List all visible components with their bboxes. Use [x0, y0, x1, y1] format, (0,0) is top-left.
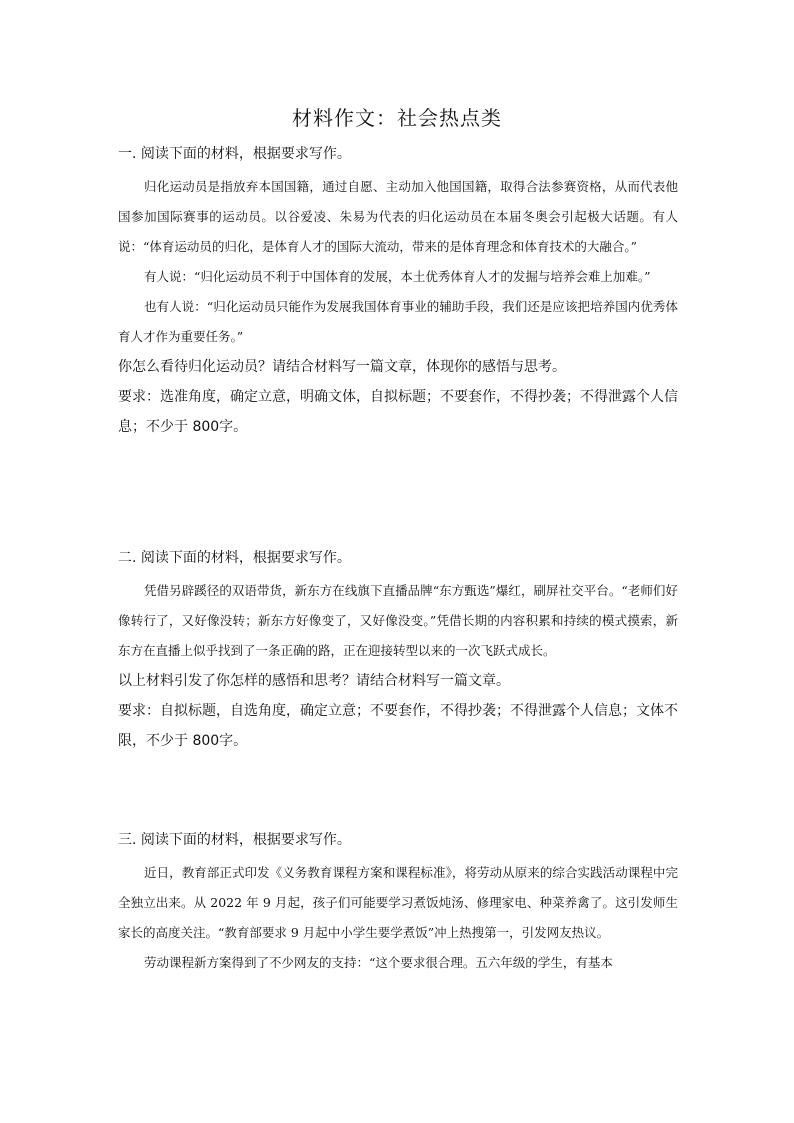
essay-prompt-1: [118, 144, 678, 442]
writing-question: 以上材料引发了你怎样的感悟和思考？请结合材料写一篇文章。: [118, 673, 510, 689]
essay-prompt-2: [118, 548, 678, 756]
material-paragraph: 凭借另辟蹊径的双语带货，新东方在线旗下直播品牌“东方甄选”爆红，刷屏社交平台。“老师们好像转行了，又好像没转；新东方好像变了，又好像没变。”凭借长期的内容积累和持续的模式摸索，新东方在直播上似乎找到了一条正确的路，正在迎接转型以来的一次飞跃式成长。: [118, 583, 678, 658]
writing-requirement: 要求：选准角度，确定立意，明确文体，自拟标题；不要套作，不得抄袭；不得泄露个人信息；不少于 800字。: [118, 389, 678, 435]
section-heading: 二. 阅读下面的材料，根据要求写作。: [118, 550, 351, 566]
material-paragraph: 也有人说：“归化运动员只能作为发展我国体育事业的辅助手段，我们还是应该把培养国内优秀体育人才作为重要任务。”: [118, 299, 678, 344]
section-heading: 三. 阅读下面的材料，根据要求写作。: [118, 832, 351, 848]
material-paragraph: 近日，教育部正式印发《义务教育课程方案和课程标准》，将劳动从原来的综合实践活动课程中完全独立出来。从 2022 年 9 月起，孩子们可能要学习煮饭炖汤、修理家电、种菜养禽了。这引发师生家长的高度关注。“教育部要求 9 月起中小学生要学煮饭”冲上热搜第一，引发网友热议。: [118, 865, 678, 940]
material-paragraph: 有人说：“归化运动员不利于中国体育的发展，本土优秀体育人才的发掘与培养会难上加难。”: [144, 269, 651, 284]
material-paragraph: 劳动课程新方案得到了不少网友的支持：“这个要求很合理。五六年级的学生，有基本: [144, 955, 613, 970]
material-paragraph: 归化运动员是指放弃本国国籍，通过自愿、主动加入他国国籍，取得合法参赛资格，从而代表他国参加国际赛事的运动员。以谷爱凌、朱易为代表的归化运动员在本届冬奥会引起极大话题。有人说：“体育运动员的归化，是体育人才的国际大流动，带来的是体育理念和体育技术的大融合。”: [118, 179, 678, 254]
writing-requirement: 要求：自拟标题，自选角度，确定立意；不要套作，不得抄袭；不得泄露个人信息；文体不限，不少于 800字。: [118, 703, 678, 749]
page-title: 材料作文：社会热点类: [292, 106, 502, 130]
essay-prompt-3: [118, 830, 678, 978]
section-heading: 一. 阅读下面的材料，根据要求写作。: [118, 146, 351, 162]
writing-question: 你怎么看待归化运动员？请结合材料写一篇文章，体现你的感悟与思考。: [118, 359, 566, 375]
